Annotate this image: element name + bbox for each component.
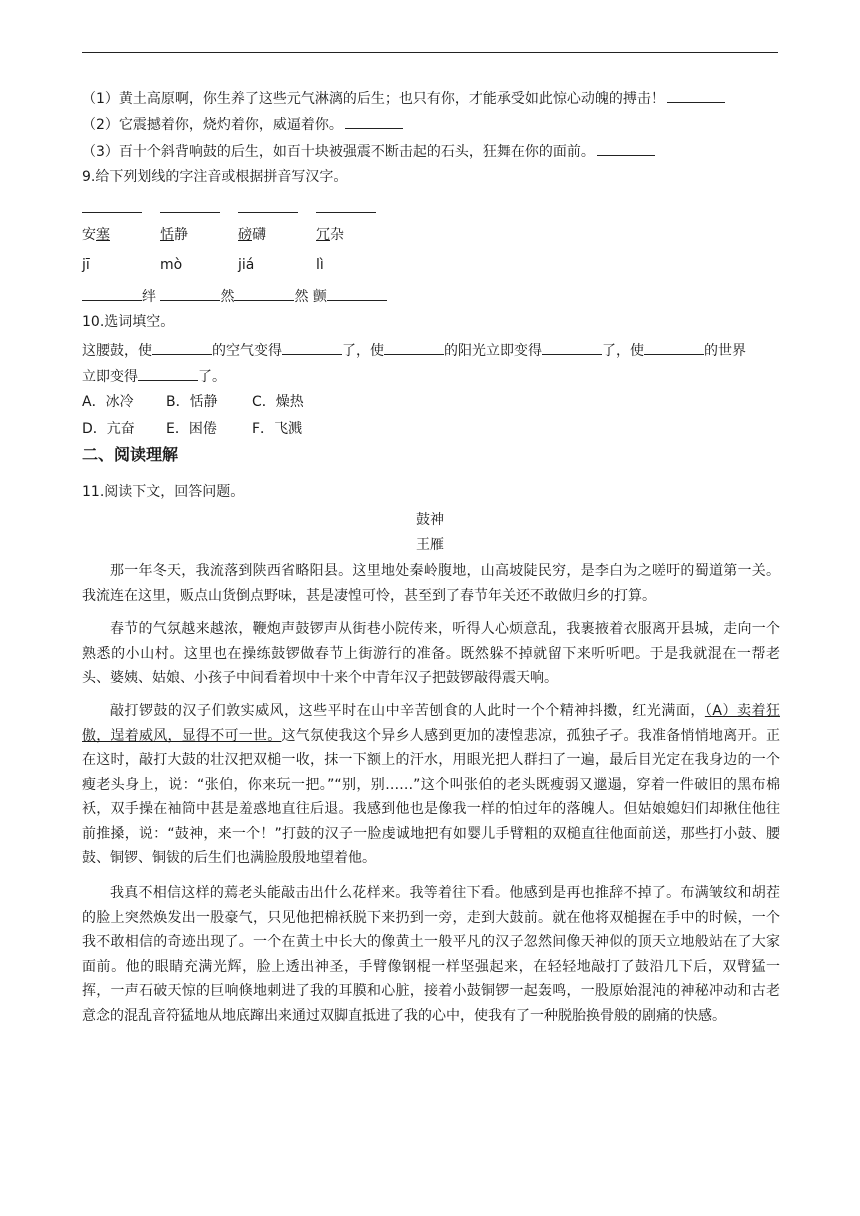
q10-option-c[interactable]: [252, 393, 304, 411]
article-paragraph-1: 那一年冬天，我流落到陕西省略阳县。这里地处秦岭腹地，山高坡陡民穷，是李白为之嗟吁的蜀道第一关。我流连在这里，贩点山货倒点野味，甚是凄惶可怜，甚至到了春节年关还不敢做归乡的打算。: [82, 563, 780, 604]
q10-sentence-line-2: [82, 366, 782, 386]
q10-p6: 的世界: [704, 343, 746, 359]
q10-p4: 的阳光立即变得: [444, 343, 542, 359]
q8-answer-blank-2[interactable]: [345, 114, 403, 129]
q8-answer-blank-1[interactable]: [667, 88, 725, 103]
q9-hanzi-blank-4[interactable]: [327, 286, 387, 301]
q9-word-1-pre: 安: [82, 227, 96, 243]
q9-hanzi-row: [82, 286, 782, 306]
article-paragraph-3: [82, 699, 780, 871]
q9-word-1: [82, 226, 110, 244]
q10-p3: 了，使: [342, 343, 384, 359]
q9-title: 9.给下列划线的字注音或根据拼音写汉字。: [82, 169, 348, 185]
q10-title: 10.选词填空。: [82, 314, 175, 330]
q9-fill-3: 然: [294, 289, 309, 305]
q10-option-c-text: 燥热: [275, 394, 304, 410]
q9-word-4: [316, 226, 344, 244]
q9-hanzi-blank-2[interactable]: [160, 286, 220, 301]
q10-p1: 这腰鼓，使: [82, 343, 152, 359]
para3-underlined-a: （A）卖着狂傲，逞着威风，显得不可一世。: [82, 703, 780, 744]
q10-p5: 了，使: [602, 343, 644, 359]
q8-s1-text: （1）黄土高原啊，你生养了这些元气淋漓的后生；也只有你，才能承受如此惊心动魄的搏击！: [82, 91, 665, 107]
q9-fill-1: 绊: [142, 289, 156, 305]
q10-option-d[interactable]: [82, 420, 135, 438]
q10-blank-2[interactable]: [282, 340, 342, 355]
q10-sentence-line-1: [82, 340, 782, 360]
q8-sentence-3: [82, 141, 782, 161]
article-paragraph-2: 春节的气氛越来越浓，鞭炮声鼓锣声从街巷小院传来，听得人心烦意乱，我裹掖着衣服离开县城，走向一个熟悉的小山村。这里也在操练鼓锣做春节上街游行的准备。既然躲不掉就留下来听听吧。于是我就混在一帮老头、婆姨、姑娘、小孩子中间看着坝中十来个中青年汉子把鼓锣敲得震天响。: [82, 621, 780, 686]
q9-pinyin-1: jī: [82, 257, 90, 273]
q10-option-b[interactable]: [166, 393, 218, 411]
header-rule: [82, 52, 778, 53]
para3-text-b: 这气氛使我这个异乡人感到更加的凄惶悲凉，孤独孑孑。我准备悄悄地离开。正在这时，敲打大鼓的壮汉把双槌一收，抹一下额上的汗水，用眼光把人群扫了一遍，最后目光定在我身边的一个瘦老头身上，说：“张伯，你来玩一把。”“别，别……”这个叫张伯的老头既瘦弱又邋遢，穿着一件破旧的黑布棉袄，双手操在袖筒中甚是羞惑地直往后退。我感到他也是像我一样的怕过年的落魄人。但姑娘媳妇们却揪住他往前推搡，说：“鼓神，来一个！”打鼓的汉子一脸虔诚地把有如婴儿手臂粗的双槌直往他面前送，那些打小鼓、腰鼓、铜锣、铜钹的后生们也满脸殷殷地望着他。: [82, 727, 780, 866]
q10-option-b-text: 恬静: [189, 394, 218, 410]
q10-blank-4[interactable]: [542, 340, 602, 355]
q10-option-a-letter: A．: [82, 394, 106, 410]
q8-answer-blank-3[interactable]: [597, 141, 655, 156]
q9-pinyin-blank-3[interactable]: [238, 198, 298, 213]
q9-hanzi-blank-3[interactable]: [234, 286, 294, 301]
q10-option-f-letter: F．: [252, 421, 275, 437]
q10-option-b-letter: B．: [166, 394, 190, 410]
article-paragraph-4: 我真不相信这样的蔫老头能敲击出什么花样来。我等着往下看。他感到是再也推辞不掉了。布满皱纹和胡茬的脸上突然焕发出一股豪气，只见他把棉袄脱下来扔到一旁，走到大鼓前。就在他将双槌握在手中的时候，一个我不敢相信的奇迹出现了。一个在黄土中长大的像黄土一般平凡的汉子忽然间像天神似的顶天立地般站在了大家面前。他的眼睛充满光辉，脸上透出神圣，手臂像钢棍一样坚强起来，在轻轻地敲打了鼓沿几下后，双臂猛一挥，一声石破天惊的巨响倏地刺进了我的耳膜和心脏，接着小鼓铜锣一起轰鸣，一股原始混沌的神秘冲动和古老意念的混乱音符猛地从地底蹿出来通过双脚直抵进了我的心中，使我有了一种脱胎换骨般的剧痛的快感。: [82, 885, 780, 1024]
q11-title: 11.阅读下文，回答问题。: [82, 484, 245, 500]
article-title: 鼓神: [416, 512, 444, 528]
q9-word-4-underlined: 冗: [316, 227, 330, 243]
q10-option-e-text: 困倦: [188, 421, 217, 437]
q10-blank-1[interactable]: [152, 340, 212, 355]
q9-word-2-underlined: 恬: [160, 227, 174, 243]
q10-option-e-letter: E．: [166, 421, 189, 437]
q9-fill-2: 然: [220, 289, 235, 305]
q9-pinyin-blank-4[interactable]: [316, 198, 376, 213]
q10-blank-3[interactable]: [384, 340, 444, 355]
q8-sentence-1: [82, 88, 782, 108]
q9-word-3-post: 礴: [252, 227, 266, 243]
q8-s3-text: （3）百十个斜背响鼓的后生，如百十块被强震不断击起的石头，狂舞在你的面前。: [82, 144, 595, 160]
q9-pinyin-4: lì: [316, 257, 324, 273]
q10-p7: 立即变得: [82, 369, 138, 385]
q10-option-c-letter: C．: [252, 394, 276, 410]
q9-word-4-post: 杂: [330, 227, 344, 243]
q9-pinyin-blank-2[interactable]: [160, 198, 220, 213]
q9-word-3: [238, 226, 266, 244]
q9-pinyin-2: mò: [160, 257, 183, 273]
q10-option-d-letter: D．: [82, 421, 107, 437]
q8-sentence-2: [82, 114, 782, 134]
section-heading-reading: 二、阅读理解: [82, 445, 179, 464]
q10-option-f-text: 飞溅: [274, 421, 303, 437]
q10-option-a[interactable]: [82, 393, 134, 411]
q9-word-2-post: 静: [174, 227, 188, 243]
q9-pinyin-blank-1[interactable]: [82, 198, 142, 213]
q10-option-d-text: 亢奋: [106, 421, 135, 437]
q9-pinyin-3: jiá: [238, 257, 255, 273]
q9-hanzi-blank-1[interactable]: [82, 286, 142, 301]
q10-blank-6[interactable]: [138, 366, 198, 381]
q9-word-3-underlined: 磅: [238, 227, 252, 243]
q10-blank-5[interactable]: [644, 340, 704, 355]
q10-option-f[interactable]: [252, 420, 302, 438]
q10-option-e[interactable]: [166, 420, 217, 438]
q9-word-2: [160, 226, 188, 244]
q8-s2-text: （2）它震撼着你，烧灼着你，威逼着你。: [82, 117, 343, 133]
article-author: 王雁: [416, 537, 444, 553]
q10-p8: 了。: [198, 369, 226, 385]
q9-word-1-underlined: 塞: [96, 227, 110, 243]
para3-text-a: 敲打锣鼓的汉子们敦实威风，这些平时在山中辛苦刨食的人此时一个个精神抖擞，红光满面，: [110, 703, 705, 719]
q10-p2: 的空气变得: [212, 343, 282, 359]
q9-fill-4: 颤: [312, 289, 327, 305]
q10-option-a-text: 冰冷: [105, 394, 134, 410]
